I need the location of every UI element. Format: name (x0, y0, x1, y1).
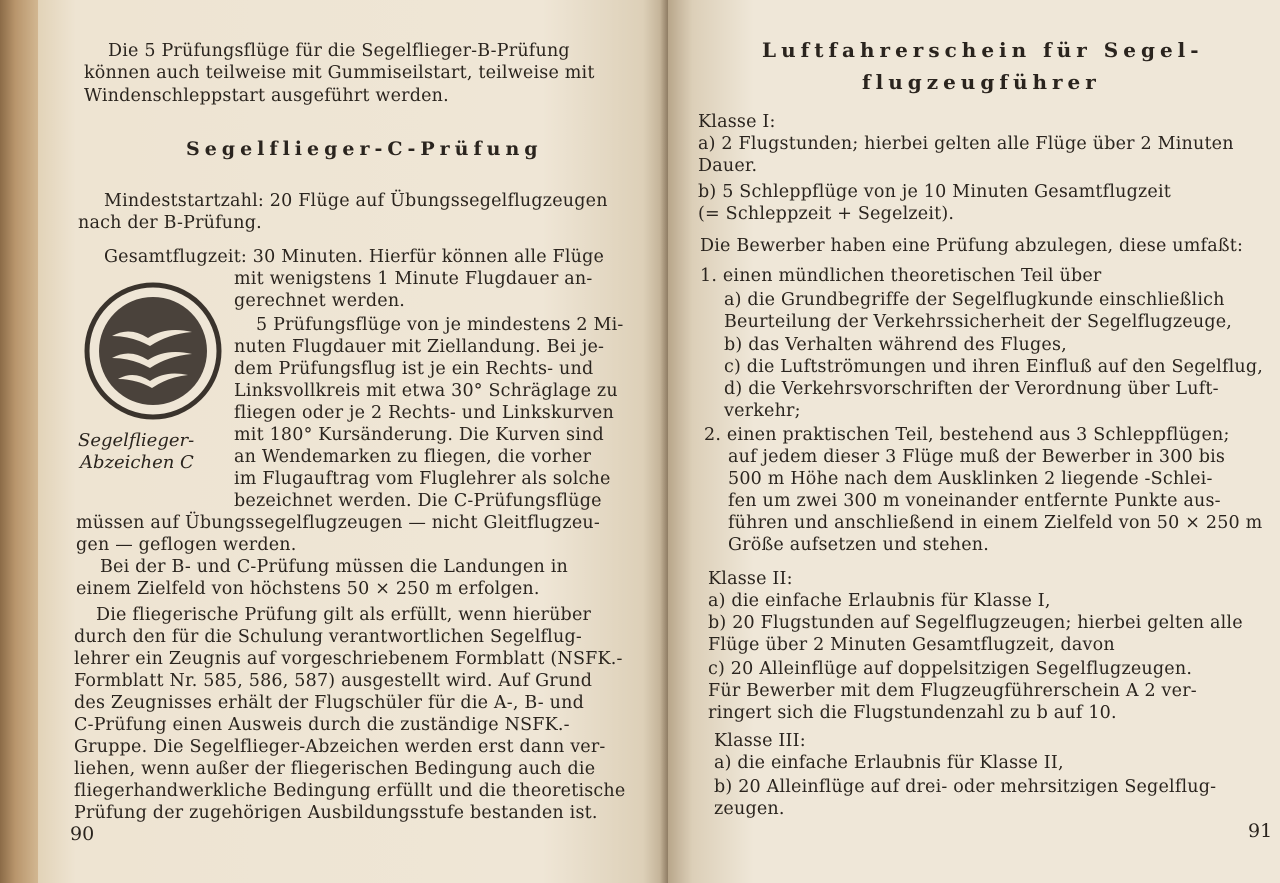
gesamt-line-3: gerechnet werden. (234, 291, 406, 311)
final-line-8: liehen, wenn außer der fliegerischen Bedingung auch die (74, 759, 596, 779)
badge-caption-line-2: Abzeichen C (80, 452, 194, 473)
right-heading-line-2: flugzeugführer (862, 70, 1101, 94)
final-line-6: C-Prüfung einen Ausweis durch die zuständige NSFK.- (74, 715, 570, 735)
teil-1-d-cont: verkehr; (724, 401, 801, 421)
klasse-3-b: b) 20 Alleinflüge auf drei- oder mehrsitzigen Segelflug- (714, 777, 1217, 797)
pruefung-line-5: fliegen oder je 2 Rechts- und Linkskurven (234, 403, 614, 423)
pruefung-line-11: gen — geflogen werden. (76, 535, 297, 555)
teil-2-line-5: führen und anschließend in einem Zielfeld von 50 × 250 m (728, 513, 1263, 533)
klasse-2-c: c) 20 Alleinflüge auf doppelsitzigen Segelflugzeugen. (708, 659, 1193, 679)
pruefung-line-1: 5 Prüfungsflüge von je mindestens 2 Mi- (256, 315, 624, 335)
klasse-1-a-cont: Dauer. (698, 156, 758, 176)
page-edges (0, 0, 38, 883)
klasse-2-a: a) die einfache Erlaubnis für Klasse I, (708, 591, 1051, 611)
teil-1-a-cont: Beurteilung der Verkehrssicherheit der Segelflugzeuge, (724, 312, 1233, 332)
klasse-1-label: Klasse I: (698, 112, 776, 132)
teil-1-line: 1. einen mündlichen theoretischen Teil über (700, 266, 1102, 286)
gesamt-line-2: mit wenigstens 1 Minute Flugdauer an- (234, 269, 593, 289)
intro-line-3: Windenschleppstart ausgeführt werden. (84, 86, 449, 106)
klasse-3-a: a) die einfache Erlaubnis für Klasse II, (714, 753, 1064, 773)
intro-line-1: Die 5 Prüfungsflüge für die Segelflieger-B-Prüfung (108, 41, 570, 61)
klasse-3-label: Klasse III: (714, 731, 806, 751)
pruefung-line-9: bezeichnet werden. Die C-Prüfungsflüge (234, 491, 602, 511)
klasse-1-a: a) 2 Flugstunden; hierbei gelten alle Flüge über 2 Minuten (698, 134, 1234, 154)
mindest-line-2: nach der B-Prüfung. (78, 213, 262, 233)
landung-line-2: einem Zielfeld von höchstens 50 × 250 m erfolgen. (76, 579, 540, 599)
segelflieger-badge-c-icon (84, 282, 222, 420)
klasse-1-b: b) 5 Schleppflüge von je 10 Minuten Gesamtflugzeit (698, 182, 1172, 202)
klasse-1-b-cont: (= Schleppzeit + Segelzeit). (698, 204, 955, 224)
final-line-2: durch den für die Schulung verantwortlichen Segelflug- (74, 627, 582, 647)
pruefung-line-7: an Wendemarken zu fliegen, die vorher (234, 447, 592, 467)
teil-1-a: a) die Grundbegriffe der Segelflugkunde einschließlich (724, 290, 1225, 310)
teil-2-line: 2. einen praktischen Teil, bestehend aus 3 Schleppflügen; (704, 425, 1230, 445)
landung-line-1: Bei der B- und C-Prüfung müssen die Landungen in (100, 557, 568, 577)
gesamt-line-1: Gesamtflugzeit: 30 Minuten. Hierfür können alle Flüge (104, 247, 605, 267)
final-line-5: des Zeugnisses erhält der Flugschüler für die A-, B- und (74, 693, 585, 713)
pruefung-line-6: mit 180° Kursänderung. Die Kurven sind (234, 425, 604, 445)
final-line-4: Formblatt Nr. 585, 586, 587) ausgestellt wird. Auf Grund (74, 671, 593, 691)
teil-2-line-6: Größe aufsetzen und stehen. (728, 535, 989, 555)
pruefung-line-2: nuten Flugdauer mit Ziellandung. Bei je- (234, 337, 605, 357)
right-heading-line-1: Luftfahrerschein für Segel- (762, 38, 1204, 62)
teil-2-line-2: auf jedem dieser 3 Flüge muß der Bewerber in 300 bis (728, 447, 1226, 467)
teil-2-line-4: fen um zwei 300 m voneinander entfernte Punkte aus- (728, 491, 1221, 511)
teil-1-b: b) das Verhalten während des Fluges, (724, 335, 1067, 355)
pruefung-line-4: Linksvollkreis mit etwa 30° Schräglage zu (234, 381, 618, 401)
bewerber-line: Die Bewerber haben eine Prüfung abzulegen, diese umfaßt: (700, 236, 1244, 256)
klasse-2-b: b) 20 Flugstunden auf Segelflugzeugen; hierbei gelten alle (708, 613, 1243, 633)
teil-1-d: d) die Verkehrsvorschriften der Verordnung über Luft- (724, 379, 1219, 399)
klasse-2-c-cont: Für Bewerber mit dem Flugzeugführerschein A 2 ver- (708, 681, 1197, 701)
teil-2-line-3: 500 m Höhe nach dem Ausklinken 2 liegende -Schlei- (728, 469, 1213, 489)
left-page (38, 0, 668, 883)
klasse-3-b-cont: zeugen. (714, 799, 785, 819)
klasse-2-label: Klasse II: (708, 569, 793, 589)
right-page (668, 0, 1280, 883)
pruefung-line-10: müssen auf Übungssegelflugzeugen — nicht Gleitflugzeu- (76, 513, 600, 533)
badge-caption-line-1: Segelflieger- (78, 430, 195, 451)
final-line-3: lehrer ein Zeugnis auf vorgeschriebenem Formblatt (NSFK.- (74, 649, 623, 669)
teil-1-c: c) die Luftströmungen und ihren Einfluß auf den Segelflug, (724, 357, 1264, 377)
final-line-7: Gruppe. Die Segelflieger-Abzeichen werden erst dann ver- (74, 737, 606, 757)
klasse-2-b-cont: Flüge über 2 Minuten Gesamtflugzeit, davon (708, 635, 1115, 655)
final-line-9: fliegerhandwerkliche Bedingung erfüllt und die theoretische (74, 781, 626, 801)
mindest-line-1: Mindeststartzahl: 20 Flüge auf Übungssegelflugzeugen (104, 191, 608, 211)
page-number-right: 91 (1248, 820, 1273, 842)
klasse-2-c-cont-2: ringert sich die Flugstundenzahl zu b auf 10. (708, 703, 1117, 723)
page-number-left: 90 (70, 823, 95, 845)
section-heading-c-pruefung: Segelflieger-C-Prüfung (186, 138, 543, 160)
final-line-1: Die fliegerische Prüfung gilt als erfüllt, wenn hierüber (96, 605, 592, 625)
pruefung-line-3: dem Prüfungsflug ist je ein Rechts- und (234, 359, 594, 379)
pruefung-line-8: im Flugauftrag vom Fluglehrer als solche (234, 469, 611, 489)
final-line-10: Prüfung der zugehörigen Ausbildungsstufe bestanden ist. (74, 803, 598, 823)
intro-line-2: können auch teilweise mit Gummiseilstart, teilweise mit (84, 63, 595, 83)
